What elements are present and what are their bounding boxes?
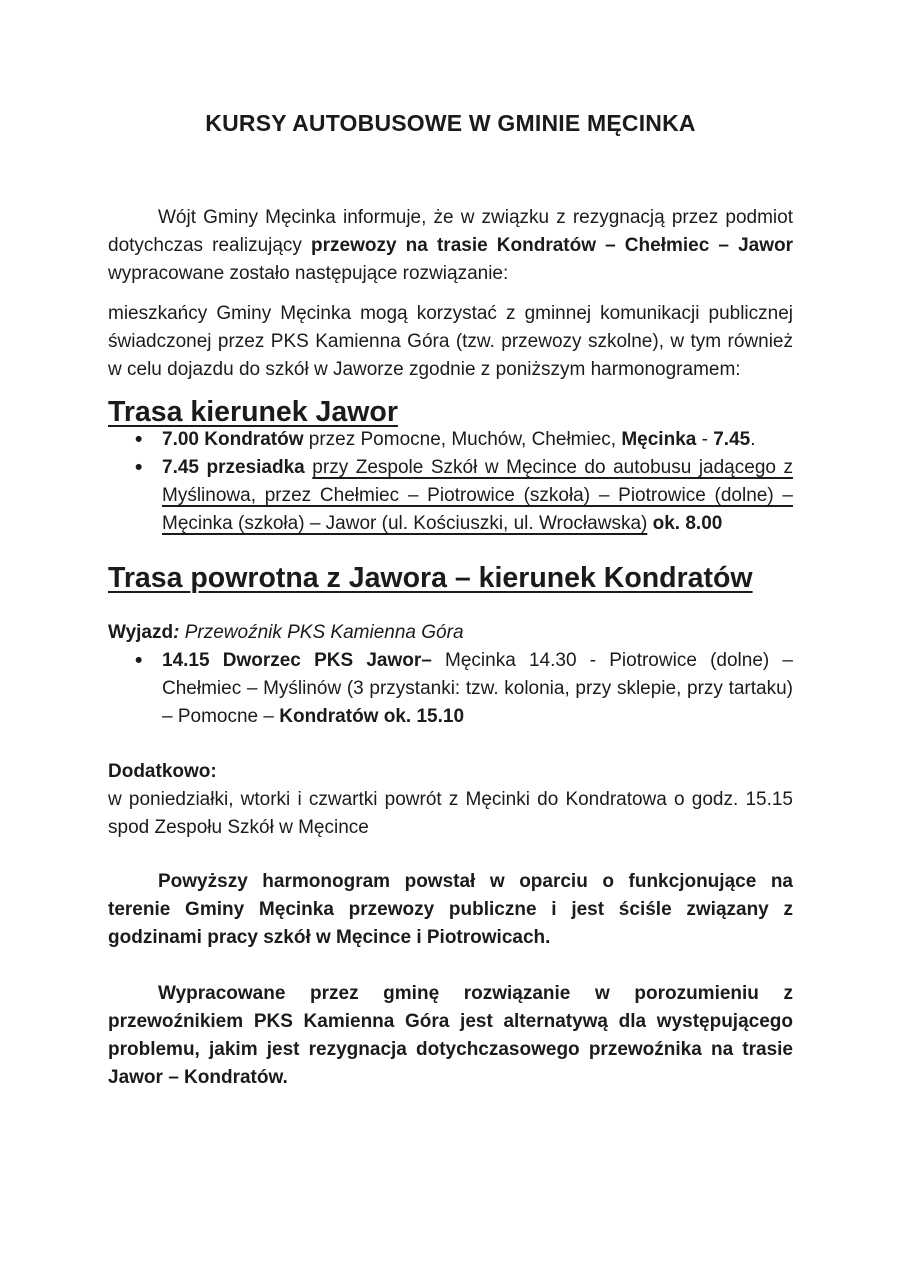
additional-info-text: w poniedziałki, wtorki i czwartki powrót z Męcinki do Kondratowa o godz. 15.15 spod Zespołu Szkół w Męcince: [108, 789, 793, 838]
departure-colon: :: [173, 622, 180, 643]
bullet2-time-transfer: 7.45 przesiadka: [162, 457, 305, 478]
bullet1-time-start: 7.00 Kondratów: [162, 429, 304, 450]
bullet3-arrival: Kondratów ok. 15.10: [279, 706, 465, 727]
heading-route-jawor: Trasa kierunek Jawor: [108, 396, 398, 428]
document-title: KURSY AUTOBUSOWE W GMINIE MĘCINKA: [205, 110, 696, 136]
departure-carrier: Przewoźnik PKS Kamienna Góra: [179, 622, 464, 643]
bullet-item-1: [108, 426, 793, 454]
bullet-item-3: [108, 647, 793, 731]
bullet1-period: .: [750, 429, 756, 450]
intro-text-1: Wójt Gminy Męcinka informuje, że w związku z rezygnacją przez podmiot dotychczas realizujący: [108, 207, 793, 256]
departure-label: Wyjazd: [108, 622, 174, 643]
intro-paragraph-2: mieszkańcy Gminy Męcinka mogą korzystać z gminnej komunikacji publicznej świadczonej przez PKS Kamienna Góra (tzw. przewozy szkolne), w tym również w celu dojazdu do szkół w Jaworze zgodnie z poniższym harmonogramem:: [108, 303, 793, 380]
bullet1-via: przez Pomocne, Muchów, Chełmiec,: [303, 429, 622, 450]
bullet3-route: Męcinka 14.30 - Piotrowice (dolne) – Chełmiec – Myślinów (3 przystanki: tzw. kolonia, przy sklepie, przy tartaku) – Pomocne –: [162, 650, 793, 727]
heading-route-kondratow: Trasa powrotna z Jawora – kierunek Kondratów: [108, 562, 753, 594]
intro-text-2: wypracowane zostało następujące rozwiązanie:: [108, 263, 509, 284]
closing-paragraph-1: Powyższy harmonogram powstał w oparciu o funkcjonujące na terenie Gminy Męcinka przewozy publiczne i jest ściśle związany z godzinami pracy szkół w Męcince i Piotrowicach.: [108, 871, 793, 948]
bullet2-arrival-time: ok. 8.00: [652, 513, 723, 534]
bullet-item-2: [108, 454, 793, 538]
bullet1-dash: -: [696, 429, 714, 450]
bullet2-route-underlined: przy Zespole Szkół w Męcince do autobusu jadącego z Myślinowa, przez Chełmiec – Piotrowice (szkoła) – Piotrowice (dolne) – Męcinka (szkoła) – Jawor (ul. Kościuszki, ul. Wrocławska): [162, 457, 793, 534]
departure-line: [108, 619, 793, 647]
intro-paragraph: [108, 204, 793, 288]
closing-paragraph-2: Wypracowane przez gminę rozwiązanie w porozumieniu z przewoźnikiem PKS Kamienna Góra jest alternatywą dla występującego problemu, jakim jest rezygnacja dotychczasowego przewoźnika na trasie Jawor – Kondratów.: [108, 983, 793, 1088]
bullet1-mecinka: Męcinka: [621, 429, 697, 450]
additional-info-block: [108, 758, 793, 842]
bullet1-time-end: 7.45: [713, 429, 751, 450]
bullet3-time-start: 14.15 Dworzec PKS Jawor–: [162, 650, 432, 671]
intro-route-bold: przewozy na trasie Kondratów – Chełmiec – Jawor: [311, 235, 793, 256]
additional-info-label: Dodatkowo:: [108, 761, 217, 782]
